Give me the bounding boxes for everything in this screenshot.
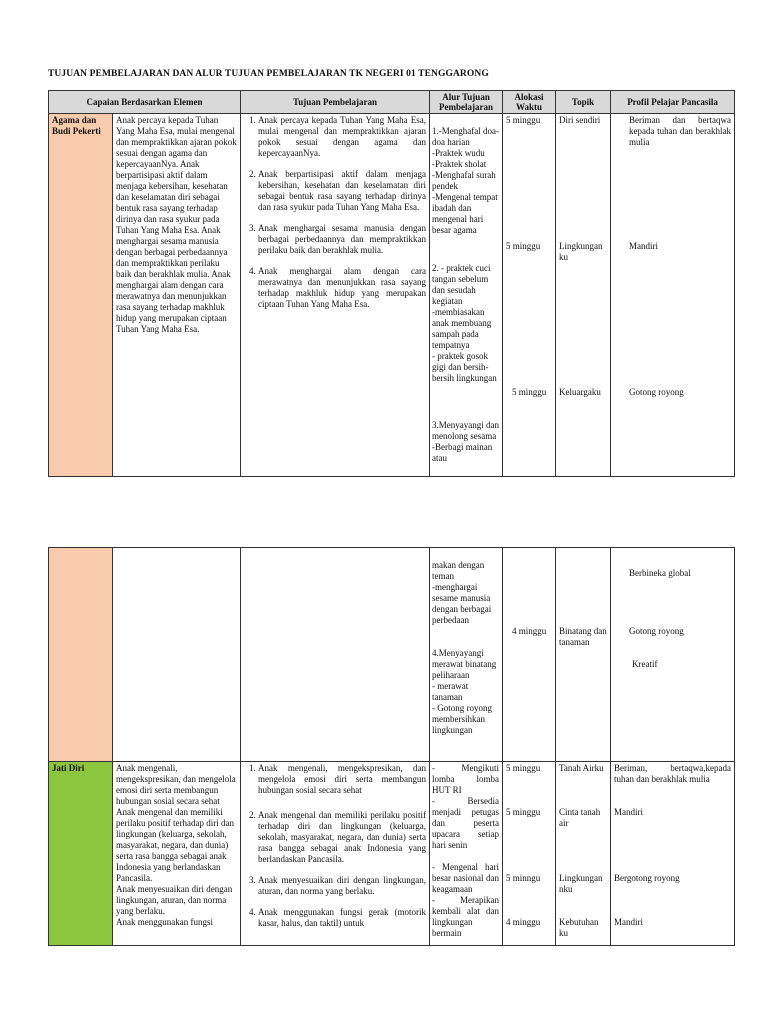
alokasi-cell (503, 114, 556, 477)
topik-value: Cinta tanah air (559, 807, 601, 828)
profil-value: Berbineka global (629, 568, 691, 578)
learning-table-page2 (48, 547, 735, 762)
alur-item: - Mengenal hari besar nasional dan keagamaan (432, 862, 499, 894)
profil-value: Beriman, bertaqwa,kepada tuhan dan berakhlak mulia (614, 763, 731, 784)
learning-table-page1 (48, 90, 735, 477)
alokasi-value: 5 minggu (506, 241, 541, 251)
topik-value: Lingkungan ku (559, 241, 603, 262)
tujuan-item: 1. Anak percaya kepada Tuhan Yang Maha Esa, mulai mengenal dan mempraktikkan ajaran pokok sesuai dengan agama dan kepercayaanNya. (258, 115, 426, 159)
alokasi-value: 5 minggu (506, 115, 541, 125)
header-tujuan: Tujuan Pembelajaran (241, 91, 430, 114)
tujuan-item: 3. Anak menyesuaikan diri dengan lingkungan, aturan, dan norma yang berlaku. (258, 875, 426, 897)
alokasi-value: 4 minggu (506, 917, 541, 927)
topik-value: Keluargaku (559, 387, 601, 397)
alur-block-3: 3.Menyayangi dan menolong sesama -Berbagi mainan atau (432, 420, 499, 463)
header-capaian: Capaian Berdasarkan Elemen (49, 91, 241, 114)
tujuan-item: 2. Anak berpartisipasi aktif dalam menjaga kebersihan, kesehatan dan keselamatan diri sebagai bentuk rasa sayang terhadap dirinya dan rasa syukur pada Tuhan Yang Maha Esa. (258, 169, 426, 213)
profil-cell (611, 762, 735, 946)
header-profil: Profil Pelajar Pancasila (611, 91, 735, 114)
tujuan-item: 1. Anak mengenali, mengekspresikan, dan mengelola emosi diri serta membangun hubungan sosial secara sehat (258, 763, 426, 796)
profil-value: Mandiri (629, 241, 659, 251)
profil-cell (611, 114, 735, 477)
learning-table-jati-diri (48, 761, 735, 946)
tujuan-item: 4. Anak menghargai alam dengan cara merawatnya dan menunjukkan rasa sayang terhadap makhluk hidup yang merupakan ciptaan Tuhan Yang Maha Esa. (258, 266, 426, 310)
profil-value: Beriman dan bertaqwa kepada tuhan dan berakhlak mulia (629, 115, 732, 147)
alur-item: - Mengikuti lomba lomba HUT RI (432, 763, 499, 795)
element-cell: Jati Diri (49, 762, 113, 946)
topik-value: Binatang dan tanaman (559, 626, 607, 647)
alur-block-a: makan dengan teman -menghargai sesame manusia dengan berbagai perbedaan (432, 560, 492, 625)
header-alokasi: Alokasi Waktu (503, 91, 556, 114)
capaian-cell: Anak mengenali, mengekspresikan, dan mengelola emosi diri serta membangun hubungan sosial secara sehat Anak mengenal dan memiliki perilaku positif terhadap diri dan lingkungan (keluarga, sekolah, masyarakat, negara, dan dunia) serta rasa bangga sebagai anak Indonesia yang berlandaskan Pancasila. Anak menyesuaikan diri dengan lingkungan, aturan, dan norma yang berlaku. Anak menggunakan fungsi (113, 762, 241, 946)
element-cell-continued (49, 548, 113, 762)
profil-value: Gotong royong (629, 387, 684, 397)
alokasi-cell (503, 548, 556, 762)
tujuan-item: 4. Anak menggunakan fungsi gerak (motorik kasar, halus, dan taktil) untuk (258, 907, 426, 929)
alur-block-2: 2. - praktek cuci tangan sebelum dan sesudah kegiatan -membiasakan anak membuang sampah pada tempatnya - praktek gosok gigi dan bersih-bersih lingkungan (432, 263, 497, 383)
alokasi-value: 5 minggu (506, 763, 541, 773)
tujuan-cell-empty (241, 548, 430, 762)
alur-cell (430, 548, 503, 762)
profil-value: Mandiri (614, 807, 643, 817)
alokasi-cell (503, 762, 556, 946)
tujuan-cell (241, 762, 430, 946)
alokasi-value: 4 minggu (512, 626, 547, 636)
element-cell: Agama dan Budi Pekerti (49, 114, 113, 477)
topik-cell (556, 762, 611, 946)
alur-cell (430, 114, 503, 477)
document-title: TUJUAN PEMBELAJARAN DAN ALUR TUJUAN PEMBELAJARAN TK NEGERI 01 TENGGARONG (48, 69, 489, 79)
alur-item: - Bersedia menjadi petugas dan peserta upacara setiap hari senin (432, 796, 499, 850)
topik-value: Diri sendiri (559, 115, 601, 125)
topik-value: Lingkungan nku (559, 873, 603, 894)
profil-value: Kreatif (632, 659, 658, 669)
alokasi-value: 5 minggu (506, 807, 541, 817)
tujuan-cell (241, 114, 430, 477)
alur-block-1: 1.-Menghafal doa-doa harian -Praktek wudu -Praktek sholat -Menghafal surah pendek -Mengenal tempat ibadah dan mengenal hari besar agama (432, 126, 499, 235)
capaian-cell-empty (113, 548, 241, 762)
alokasi-value: 5 minngu (506, 873, 541, 883)
topik-cell (556, 548, 611, 762)
alur-block-b: 4.Menyayangi merawat binatang peliharaan - merawat tanaman - Gotong royong membersihkan lingkungan (432, 648, 497, 735)
capaian-cell: Anak percaya kepada Tuhan Yang Maha Esa, mulai mengenal dan mempraktikkan ajaran pokok sesuai dengan agama dan kepercayaanNya. Anak berpartisipasi aktif dalam menjaga kebersihan, kesehatan dan keselamatan diri sebagai bentuk rasa sayang terhadap dirinya dan rasa syukur pada Tuhan Yang Maha Esa. Anak menghargai sesama manusia dengan berbagai perbedaannya dan mempraktikkan perilaku baik dan berakhlak mulia. Anak menghargai alam dengan cara merawatnya dan menunjukkan rasa sayang terhadap makhluk hidup yang merupakan ciptaan Tuhan Yang Maha Esa. (113, 114, 241, 477)
profil-cell (611, 548, 735, 762)
alokasi-value: 5 minggu (512, 387, 547, 397)
profil-value: Bergotong royong (614, 873, 680, 883)
header-alur: Alur Tujuan Pembelajaran (430, 91, 503, 114)
header-topik: Topik (556, 91, 611, 114)
profil-value: Gotong royong (629, 626, 684, 636)
profil-value: Mandiri (614, 917, 643, 927)
alur-cell (430, 762, 503, 946)
tujuan-item: 2. Anak mengenal dan memiliki perilaku positif terhadap diri dan lingkungan (keluarga, sekolah, masyarakat, negara, dan dunia) serta rasa bangga sebagai anak Indonesia yang berlandaskan Pancasila. (258, 810, 426, 865)
alur-item: - Merapikan kembali alat dan lingkungan bermain (432, 895, 499, 938)
topik-cell (556, 114, 611, 477)
topik-value: Kebutuhan ku (559, 917, 599, 938)
tujuan-item: 3. Anak menghargai sesama manusia dengan berbagai perbedaannya dan mempraktikkan perilaku baik dan berakhlak mulia. (258, 223, 426, 256)
topik-value: Tanah Airku (559, 763, 604, 773)
